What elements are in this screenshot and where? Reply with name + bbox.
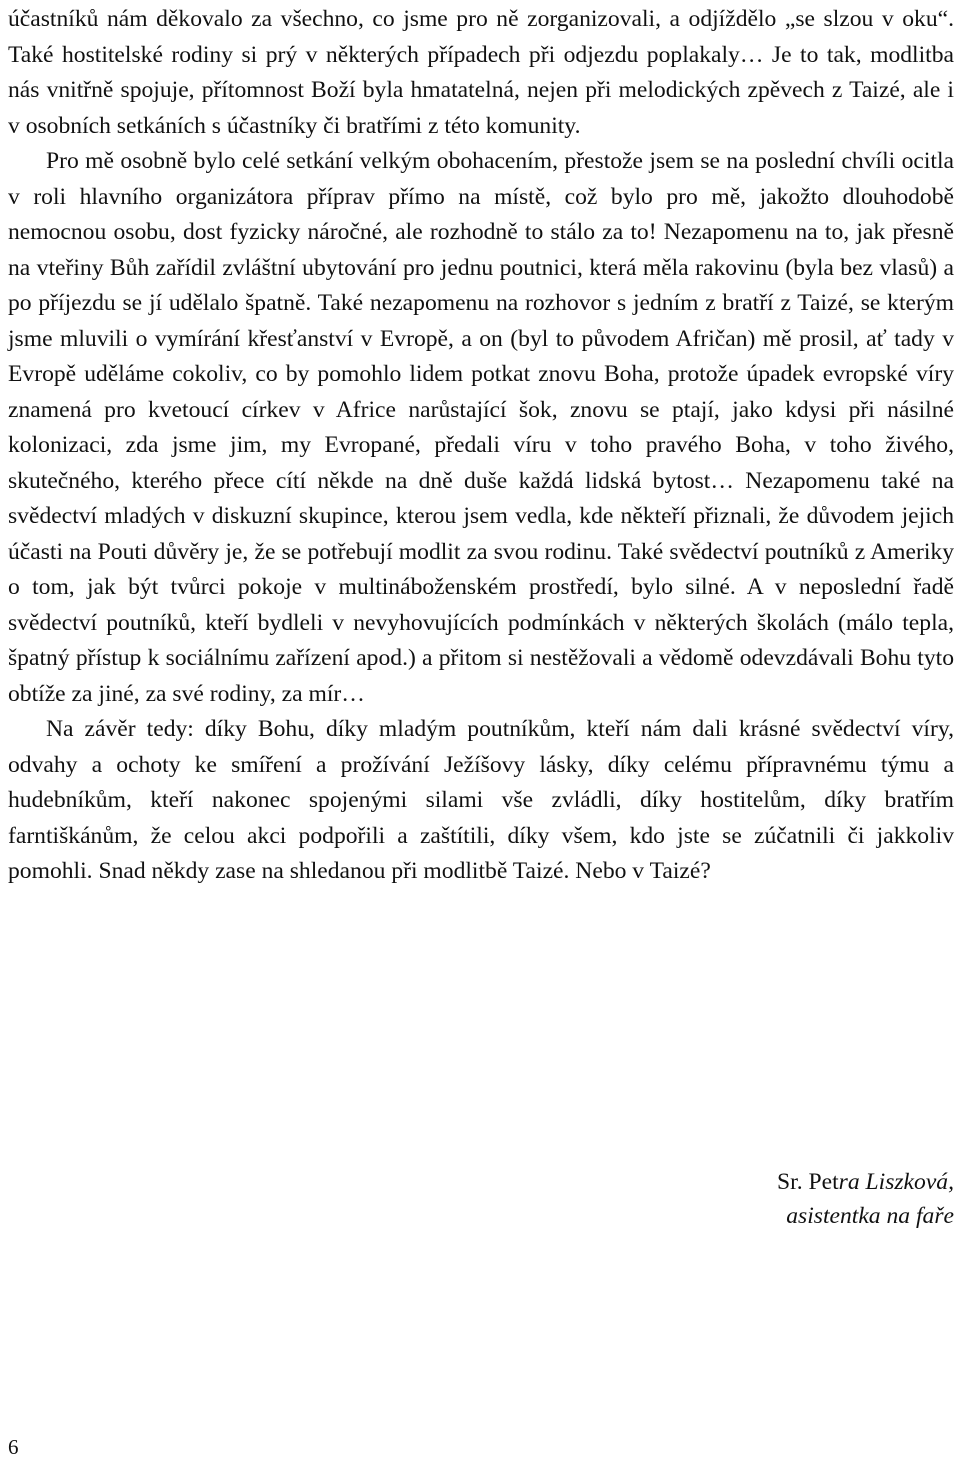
page-number: 6 (8, 1435, 19, 1459)
signature-role: asistentka na faře (786, 1203, 954, 1229)
signature-block (777, 1165, 954, 1233)
document-body (8, 2, 954, 890)
paragraph-3: Na závěr tedy: díky Bohu, díky mladým poutníkům, kteří nám dali krásné svědectví víry, odvahy a ochoty ke smíření a prožívání Ježíšovy lásky, díky celému přípravnému týmu a hudebníkům, kteří nakonec spojenými silami vše zvládli, díky hostitelům, díky bratřím farntiškánům, že celou akci podpořili a zaštítili, díky všem, kdo jste se zúčatnili či jakkoliv pomohli. Snad někdy zase na shledanou při modlitbě Taizé. Nebo v Taizé? (8, 716, 954, 884)
signature-name-plain: Sr. Pet (777, 1169, 839, 1195)
signature-name (777, 1169, 954, 1195)
paragraph-2: Pro mě osobně bylo celé setkání velkým obohacením, přestože jsem se na poslední chvíli ocitla v roli hlavního organizátora příprav přímo na místě, což bylo pro mě, jakožto dlouhodobě nemocnou osobu, dost fyzicky náročné, ale rozhodně to stálo za to! Nezapomenu na to, jak přesně na vteřiny Bůh zařídil zvláštní ubytování pro jednu poutnici, která měla rakovinu (byla bez vlasů) a po příjezdu se jí udělalo špatně. Také nezapomenu na rozhovor s jedním z bratří z Taizé, se kterým jsme mluvili o vymírání křesťanství v Evropě, a on (byl to původem Afričan) mě prosil, ať tady v Evropě uděláme cokoliv, co by pomohlo lidem potkat znovu Boha, protože úpadek evropské víry znamená pro kvetoucí církev v Africe narůstající šok, znovu se ptají, jako kdysi při násilné kolonizaci, zda jsme jim, my Evropané, předali víru v toho pravého Boha, v toho živého, skutečného, kterého přece cítí někde na dně duše každá lidská bytost… Nezapomenu také na svědectví mladých v diskuzní skupince, kterou jsem vedla, kde někteří přiznali, že důvodem jejich účasti na Pouti důvěry je, že se potřebují modlit za svou rodinu. Také svědectví poutníků z Ameriky o tom, jak být tvůrci pokoje v multináboženském prostředí, bylo silné. A v neposlední řadě svědectví poutníků, kteří bydleli v nevyhovujících podmínkách v některých školách (málo tepla, špatný přístup k sociálnímu zařízení apod.) a přitom si nestěžovali a vědomě odevzdávali Bohu tyto obtíže za jiné, za své rodiny, za mír… (8, 148, 954, 707)
signature-name-italic: ra Liszková, (838, 1169, 954, 1195)
paragraph-1: účastníků nám děkovalo za všechno, co jsme pro ně zorganizovali, a odjíždělo „se slzou v oku“. Také hostitelské rodiny si prý v některých případech při odjezdu poplakaly… Je to tak, modlitba nás vnitřně spojuje, přítomnost Boží byla hmatatelná, nejen při melodických zpěvech z Taizé, ale i v osobních setkáních s účastníky či bratřími z této komunity. (8, 6, 954, 139)
